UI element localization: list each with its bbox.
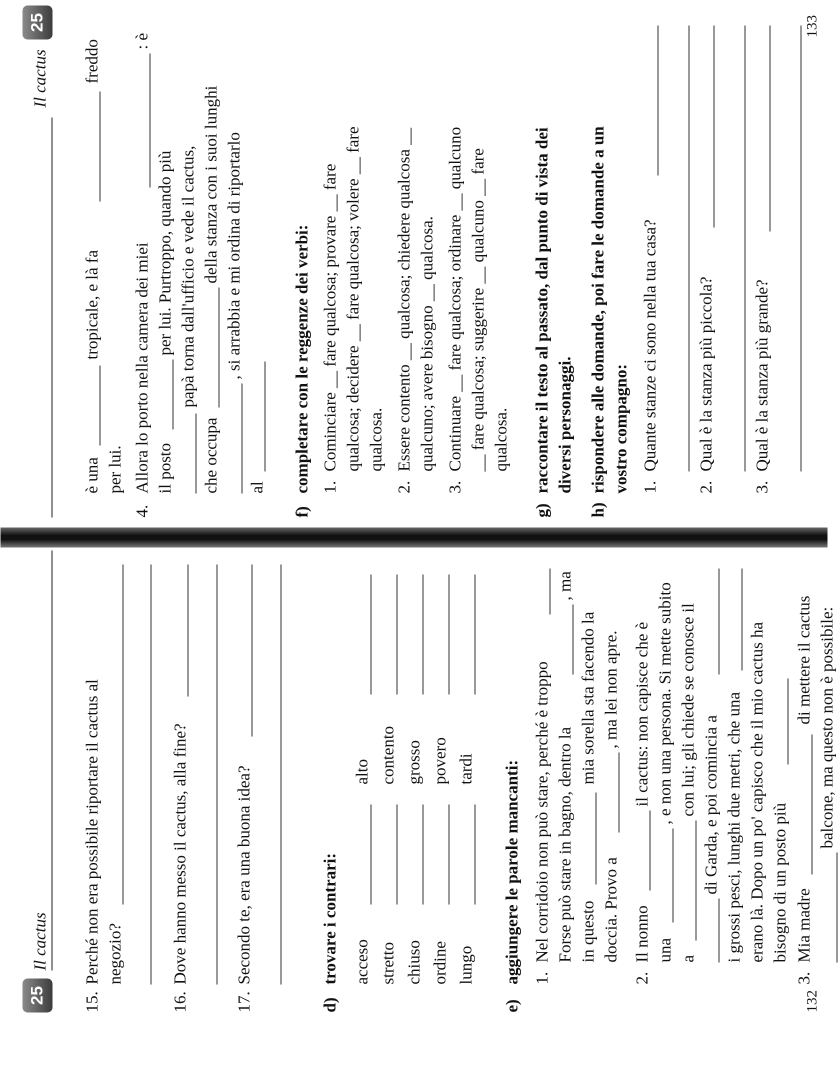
blank-line [172, 359, 173, 429]
item-line: qualcosa. [366, 407, 385, 471]
answer-line [744, 25, 745, 471]
item-label: 2. [394, 480, 413, 493]
question-text: Dove hanno messo il cactus, alla fine? [170, 722, 189, 984]
item-line: in questo [578, 900, 597, 962]
answer-line [474, 804, 475, 904]
question-text: Qual è la stanza più piccola? [696, 276, 715, 471]
item-line: Il nonno [632, 904, 651, 962]
answer-line [216, 564, 217, 984]
item-line: Cominciare __ fare qualcosa; provare __ fare [320, 163, 339, 471]
blank-line [672, 828, 673, 922]
header-rule [51, 117, 52, 517]
item-line: qualcosa; decidere __ fare qualcosa; volere __ fare [343, 125, 362, 471]
word: chiuso [404, 939, 423, 984]
item-extra: freddo [82, 38, 101, 83]
item-extra: , ma [555, 570, 574, 600]
question-label: 2. [696, 480, 715, 493]
section-title: trovare i contrari: [320, 852, 339, 984]
item-line: bisogno di un posto più [770, 802, 789, 962]
blank-line [695, 820, 696, 940]
page-132 [0, 547, 836, 1074]
question-text: negozio? [105, 922, 124, 984]
word: alto [352, 758, 371, 784]
page-number: 132 [804, 989, 820, 1012]
word: lungo [456, 945, 475, 984]
blank-line [718, 898, 719, 962]
question-text: Secondo te, era una buona idea? [234, 764, 253, 984]
blank-line [595, 792, 596, 884]
blank-line [549, 568, 550, 614]
blank-line [99, 91, 100, 201]
item-label: 4. [132, 504, 151, 517]
question-text: Perché non era possibile riportare il cactus al [82, 678, 101, 984]
question-text: Qual è la stanza più grande? [752, 278, 771, 471]
answer-line [370, 574, 371, 694]
answer-line [448, 804, 449, 904]
item-line: Forse può stare in bagno, dentro la [555, 726, 574, 962]
item-extra: mia sorella sta facendo la [578, 611, 597, 784]
chapter-badge: 25 [22, 978, 52, 1012]
header-rule [51, 550, 52, 970]
answer-line [688, 25, 689, 471]
item-extra: il cactus: non capisce che è [632, 621, 651, 806]
item-extra: tropicale, e là fa [82, 249, 101, 359]
item-extra: , ma lei non apre. [601, 629, 620, 748]
item-line: qualcuno; avere bisogno __ qualcosa. [417, 215, 436, 471]
answer-line [150, 564, 151, 984]
item-line: qualcosa. [491, 407, 510, 471]
word: ordine [430, 940, 449, 984]
answer-line [187, 564, 188, 696]
word: stretto [378, 941, 397, 984]
item-line: una [655, 937, 674, 962]
blank-line [149, 53, 150, 187]
item-extra: per lui. Purtroppo, quando più [155, 150, 174, 355]
answer-line [769, 25, 770, 231]
word: acceso [352, 938, 371, 984]
blank-line [718, 568, 719, 674]
item-line: Mia madre [794, 887, 813, 962]
section-letter: g) [532, 502, 551, 517]
word: povero [430, 736, 449, 784]
item-line: __ fare qualcosa; suggerire __ qualcuno __ fare [468, 147, 487, 471]
word: contento [378, 725, 397, 784]
section-title: completare con le reggenze dei verbi: [292, 224, 311, 493]
blank-line [787, 678, 788, 764]
blank-line [195, 413, 196, 493]
blank-line [618, 752, 619, 832]
item-extra: di Garda, e poi comincia a [701, 714, 720, 894]
blank-line [218, 287, 219, 407]
section-letter: f) [292, 505, 311, 517]
answer-line [448, 574, 449, 694]
item-line: Continuare __ fare qualcosa; ordinare __ qualcuno [445, 126, 464, 471]
blank-line [241, 383, 242, 493]
chapter-badge: 25 [22, 5, 52, 39]
item-line: doccia. Provo a [601, 856, 620, 962]
item-line: Allora lo porto nella camera dei miei [132, 241, 151, 493]
answer-line [474, 574, 475, 694]
item-line: Nel corridoio non può stare, perché è troppo [532, 660, 551, 962]
question-label: 1. [640, 480, 659, 493]
section-letter: h) [588, 501, 607, 517]
answer-line [657, 25, 658, 175]
item-extra: con lui; gli chiede se conosce il [678, 602, 697, 816]
blank-line [572, 604, 573, 674]
item-line: che occupa [201, 417, 220, 493]
item-extra: : è [132, 32, 151, 49]
question-label: 15. [82, 990, 101, 1012]
answer-line [396, 574, 397, 694]
blank-line [649, 810, 650, 890]
item-label: 3. [794, 971, 813, 984]
item-extra: papà torna dall'ufficio e vede il cactus, [178, 145, 197, 407]
running-title: Il cactus [30, 48, 49, 107]
item-line: al [247, 480, 266, 493]
item-label: 1. [320, 480, 339, 493]
answer-line [251, 564, 252, 736]
section-letter: d) [320, 996, 339, 1012]
item-label: 1. [532, 971, 551, 984]
item-line: a [678, 954, 697, 962]
item-line: erano là. Dopo un po' capisco che il mio cactus ha [747, 621, 766, 962]
section-title: vostro compagno: [611, 363, 630, 493]
answer-line [280, 564, 281, 984]
question-label: 3. [752, 480, 771, 493]
section-title: diversi personaggi. [555, 356, 574, 493]
word: tardi [456, 752, 475, 784]
blank-line [811, 734, 812, 874]
question-label: 17. [234, 990, 253, 1012]
answer-line [122, 564, 123, 904]
page-number: 133 [804, 14, 820, 37]
item-label: 3. [445, 480, 464, 493]
item-extra: di mettere il cactus [794, 595, 813, 724]
answer-line [800, 25, 801, 471]
section-title: rispondere alle domande, poi fare le domande a un [588, 125, 607, 493]
answer-line [713, 25, 714, 227]
item-extra: balcone, ma questo non è possibile: [817, 606, 836, 848]
section-title: aggiungere le parole mancanti: [502, 759, 521, 984]
item-extra: , si arrabbia e mi ordina di riportarlo [224, 131, 243, 379]
section-letter: e) [502, 998, 521, 1012]
word: grosso [404, 739, 423, 784]
blank-line [99, 365, 100, 445]
answer-line [396, 804, 397, 904]
page-133 [0, 0, 827, 527]
item-line: per lui. [105, 444, 124, 493]
item-line: i grossi pesci, lunghi due metri, che una [724, 691, 743, 962]
question-label: 16. [170, 990, 189, 1012]
answer-line [370, 804, 371, 904]
item-line: Essere contento __ qualcosa; chiedere qualcosa __ [394, 127, 413, 471]
item-extra: , e non una persona. Si mette subito [655, 581, 674, 824]
item-line: è una [82, 456, 101, 493]
running-title: Il cactus [30, 911, 49, 970]
item-line: il posto [155, 442, 174, 493]
question-text: Quante stanze ci sono nella tua casa? [640, 218, 659, 471]
section-title: raccontare il testo al passato, dal punto di vista dei [532, 126, 551, 493]
blank-line [836, 852, 837, 962]
book-spine [0, 527, 827, 547]
item-label: 2. [632, 971, 651, 984]
blank-line [264, 361, 265, 471]
item-extra: della stanza con i suoi lunghi [201, 85, 220, 283]
answer-line [422, 574, 423, 694]
blank-line [741, 568, 742, 670]
answer-line [422, 804, 423, 904]
